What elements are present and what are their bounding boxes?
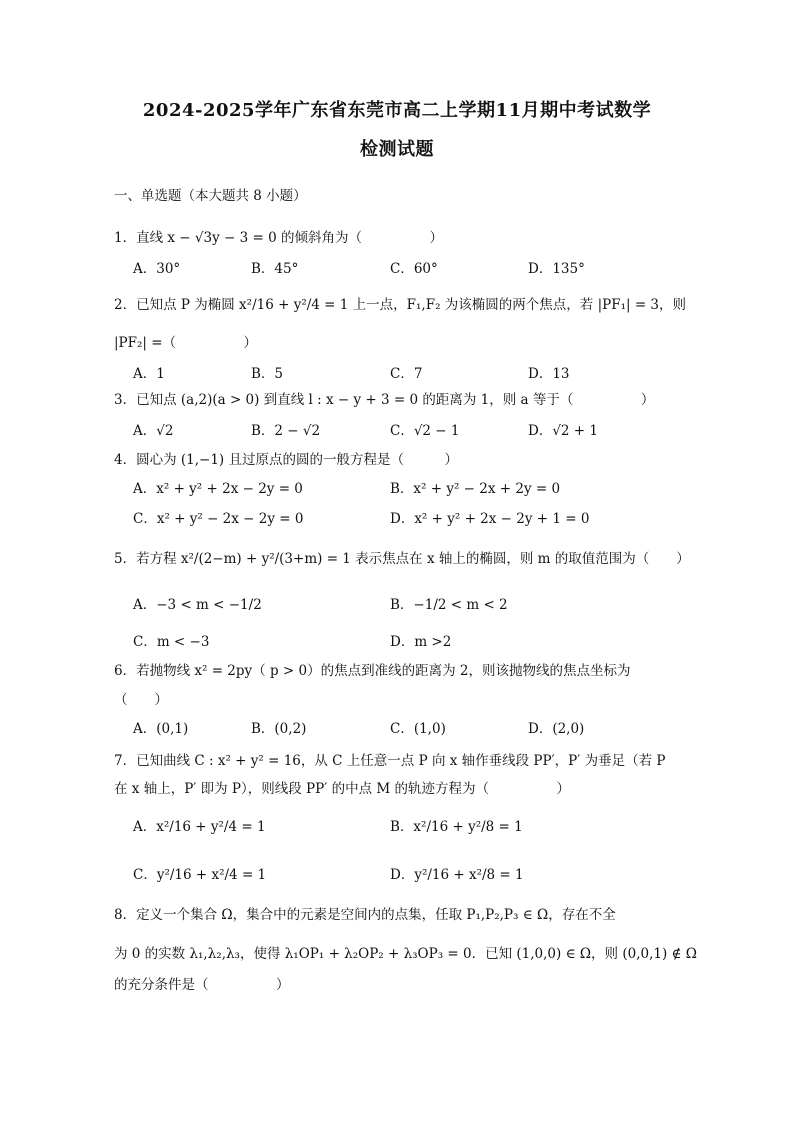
- q2-option-b: B．5: [251, 366, 284, 382]
- q5-option-a: A．−3 < m < −1/2: [133, 597, 262, 613]
- q5-option-d: D．m >2: [390, 634, 452, 650]
- q6-option-b: B．(0,2): [251, 721, 307, 737]
- q7-option-d: D．y²/16 + x²/8 = 1: [390, 867, 524, 883]
- q5-option-b: B．−1/2 < m < 2: [390, 597, 508, 613]
- question-3-stem: 3．已知点 (a,2)(a > 0) 到直线 l : x − y + 3 = 0 的距离为 1，则 a 等于（ ）: [114, 392, 655, 408]
- question-4-stem: 4．圆心为 (1,−1) 且过原点的圆的一般方程是（ ）: [114, 452, 458, 468]
- question-8-stem-line3: 的充分条件是（ ）: [114, 977, 290, 993]
- question-6-stem-line2: （ ）: [114, 692, 168, 708]
- q2-option-c: C．7: [390, 366, 423, 382]
- q3-option-c: C．√2 − 1: [390, 423, 460, 439]
- q7-option-c: C．y²/16 + x²/4 = 1: [133, 867, 267, 883]
- q1-option-c: C．60°: [390, 261, 438, 277]
- q4-option-b: B．x² + y² − 2x + 2y = 0: [390, 481, 561, 497]
- question-7-stem-line1: 7．已知曲线 C : x² + y² = 16，从 C 上任意一点 P 向 x 轴作垂线段 PP′，P′ 为垂足（若 P: [114, 753, 666, 769]
- q4-option-a: A．x² + y² + 2x − 2y = 0: [133, 481, 303, 497]
- q3-option-d: D．√2 + 1: [528, 423, 598, 439]
- question-2-stem-line2: |PF₂| =（ ）: [114, 335, 258, 351]
- q5-option-c: C．m < −3: [133, 634, 210, 650]
- q7-option-b: B．x²/16 + y²/8 = 1: [390, 819, 523, 835]
- question-5-stem: 5．若方程 x²/(2−m) + y²/(3+m) = 1 表示焦点在 x 轴上的椭圆，则 m 的取值范围为（ ）: [114, 551, 690, 567]
- question-2-stem-line1: 2．已知点 P 为椭圆 x²/16 + y²/4 = 1 上一点，F₁,F₂ 为该椭圆的两个焦点，若 |PF₁| = 3，则: [114, 297, 687, 313]
- section-heading: 一、单选题（本大题共 8 小题）: [114, 188, 307, 204]
- question-7-stem-line2: 在 x 轴上，P′ 即为 P），则线段 PP′ 的中点 M 的轨迹方程为（ ）: [114, 781, 570, 797]
- question-8-stem-line1: 8．定义一个集合 Ω，集合中的元素是空间内的点集，任取 P₁,P₂,P₃ ∈ Ω，存在不全: [114, 907, 616, 923]
- q6-option-d: D．(2,0): [528, 721, 585, 737]
- q4-option-d: D．x² + y² + 2x − 2y + 1 = 0: [390, 511, 590, 527]
- q6-option-a: A．(0,1): [133, 721, 189, 737]
- exam-title-line1: 2024-2025学年广东省东莞市高二上学期11月期中考试数学: [142, 100, 652, 121]
- q1-option-a: A．30°: [133, 261, 181, 277]
- q3-option-a: A．√2: [133, 423, 174, 439]
- q2-option-a: A．1: [133, 366, 165, 382]
- q6-option-c: C．(1,0): [390, 721, 446, 737]
- question-8-stem-line2: 为 0 的实数 λ₁,λ₂,λ₃，使得 λ₁OP₁ + λ₂OP₂ + λ₃OP₃ = 0．已知 (1,0,0) ∈ Ω，则 (0,0,1) ∉ Ω: [114, 946, 697, 962]
- question-6-stem-line1: 6．若抛物线 x² = 2py（ p > 0）的焦点到准线的距离为 2，则该抛物线的焦点坐标为: [114, 663, 631, 679]
- q3-option-b: B．2 − √2: [251, 423, 321, 439]
- q7-option-a: A．x²/16 + y²/4 = 1: [133, 819, 266, 835]
- exam-title-line2: 检测试题: [360, 139, 434, 160]
- q4-option-c: C．x² + y² − 2x − 2y = 0: [133, 511, 304, 527]
- q1-option-b: B．45°: [251, 261, 299, 277]
- q1-option-d: D．135°: [528, 261, 585, 277]
- q2-option-d: D．13: [528, 366, 570, 382]
- question-1-stem: 1．直线 x − √3y − 3 = 0 的倾斜角为（ ）: [114, 230, 443, 246]
